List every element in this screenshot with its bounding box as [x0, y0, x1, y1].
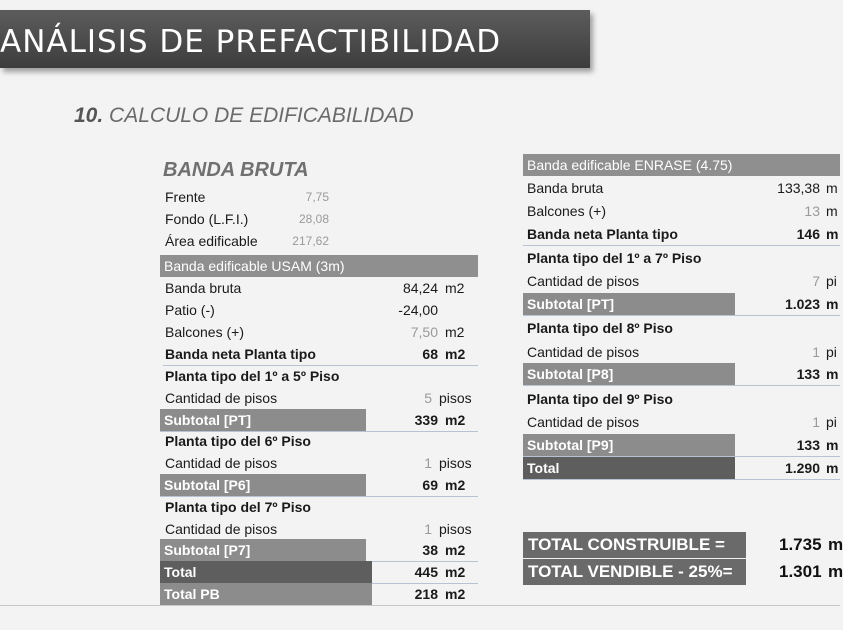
g2-qty-row: Cantidad de pisos 1 pisos [165, 455, 472, 471]
total-construible-label: TOTAL CONSTRUIBLE = [523, 532, 746, 558]
usam-band-header: Banda edificable USAM (3m) [160, 255, 478, 277]
r-banda-bruta-row: Banda bruta 133,38 m [527, 180, 838, 196]
total-construible-row [523, 532, 843, 558]
r-g3-title: Planta tipo del 9º Piso [527, 391, 673, 407]
section-heading [74, 104, 414, 128]
r-g2-subtotal-row: Subtotal [P8] 133 m [523, 363, 840, 386]
footer-divider [0, 605, 840, 606]
total-construible-value: 1.735 [779, 535, 822, 554]
g1-qty-row: Cantidad de pisos 5 pisos [165, 390, 472, 406]
total-pb-row: Total PB 218 m2 [160, 583, 478, 606]
total-row: Total 445 m2 [160, 561, 478, 584]
g2-subtotal-row: Subtotal [P6] 69 m2 [160, 474, 478, 497]
section-label: CALCULO DE EDIFICABILIDAD [109, 104, 414, 127]
banda-bruta-heading: BANDA BRUTA [163, 159, 309, 181]
title-bar [0, 10, 590, 68]
r-g1-qty-row: Cantidad de pisos 7 pi [527, 273, 837, 289]
r-g1-subtotal-row: Subtotal [PT] 1.023 m [523, 293, 840, 316]
r-g2-qty-row: Cantidad de pisos 1 pi [527, 344, 837, 360]
frente-row: Frente 7,75 [165, 189, 329, 205]
g1-title: Planta tipo del 1º a 5º Piso [165, 368, 340, 384]
total-vendible-unit: m [828, 562, 843, 581]
r-neta-row: Banda neta Planta tipo 146 m [523, 223, 840, 246]
enrase-band-header: Banda edificable ENRASE (4.75) [523, 154, 840, 176]
g3-qty-row: Cantidad de pisos 1 pisos [165, 521, 472, 537]
banda-bruta-row: Banda bruta 84,24 m2 [165, 280, 465, 296]
r-balcones-row: Balcones (+) 13 m [527, 203, 838, 219]
patio-row: Patio (-) -24,00 [165, 302, 438, 318]
fondo-row: Fondo (L.F.I.) 28,08 [165, 211, 329, 227]
total-vendible-label: TOTAL VENDIBLE - 25%= [523, 559, 746, 585]
balcones-row: Balcones (+) 7,50 m2 [165, 324, 465, 340]
g1-subtotal-row: Subtotal [PT] 339 m2 [160, 409, 478, 432]
g2-title: Planta tipo del 6º Piso [165, 433, 311, 449]
area-row: Área edificable 217,62 [165, 233, 329, 249]
page-title: ANÁLISIS DE PREFACTIBILIDAD [0, 24, 502, 60]
r-g3-subtotal-row: Subtotal [P9] 133 m [523, 434, 840, 457]
total-vendible-value: 1.301 [779, 562, 822, 581]
r-g1-title: Planta tipo del 1º a 7º Piso [527, 250, 702, 266]
g3-subtotal-row: Subtotal [P7] 38 m2 [160, 539, 478, 562]
r-g3-qty-row: Cantidad de pisos 1 pi [527, 414, 837, 430]
r-g2-title: Planta tipo del 8º Piso [527, 320, 673, 336]
section-number: 10. [74, 104, 104, 127]
total-vendible-row [523, 559, 843, 585]
neta-row: Banda neta Planta tipo 68 m2 [163, 343, 478, 366]
r-total-row: Total 1.290 m [523, 457, 840, 480]
total-construible-unit: m [828, 535, 843, 554]
g3-title: Planta tipo del 7º Piso [165, 499, 311, 515]
